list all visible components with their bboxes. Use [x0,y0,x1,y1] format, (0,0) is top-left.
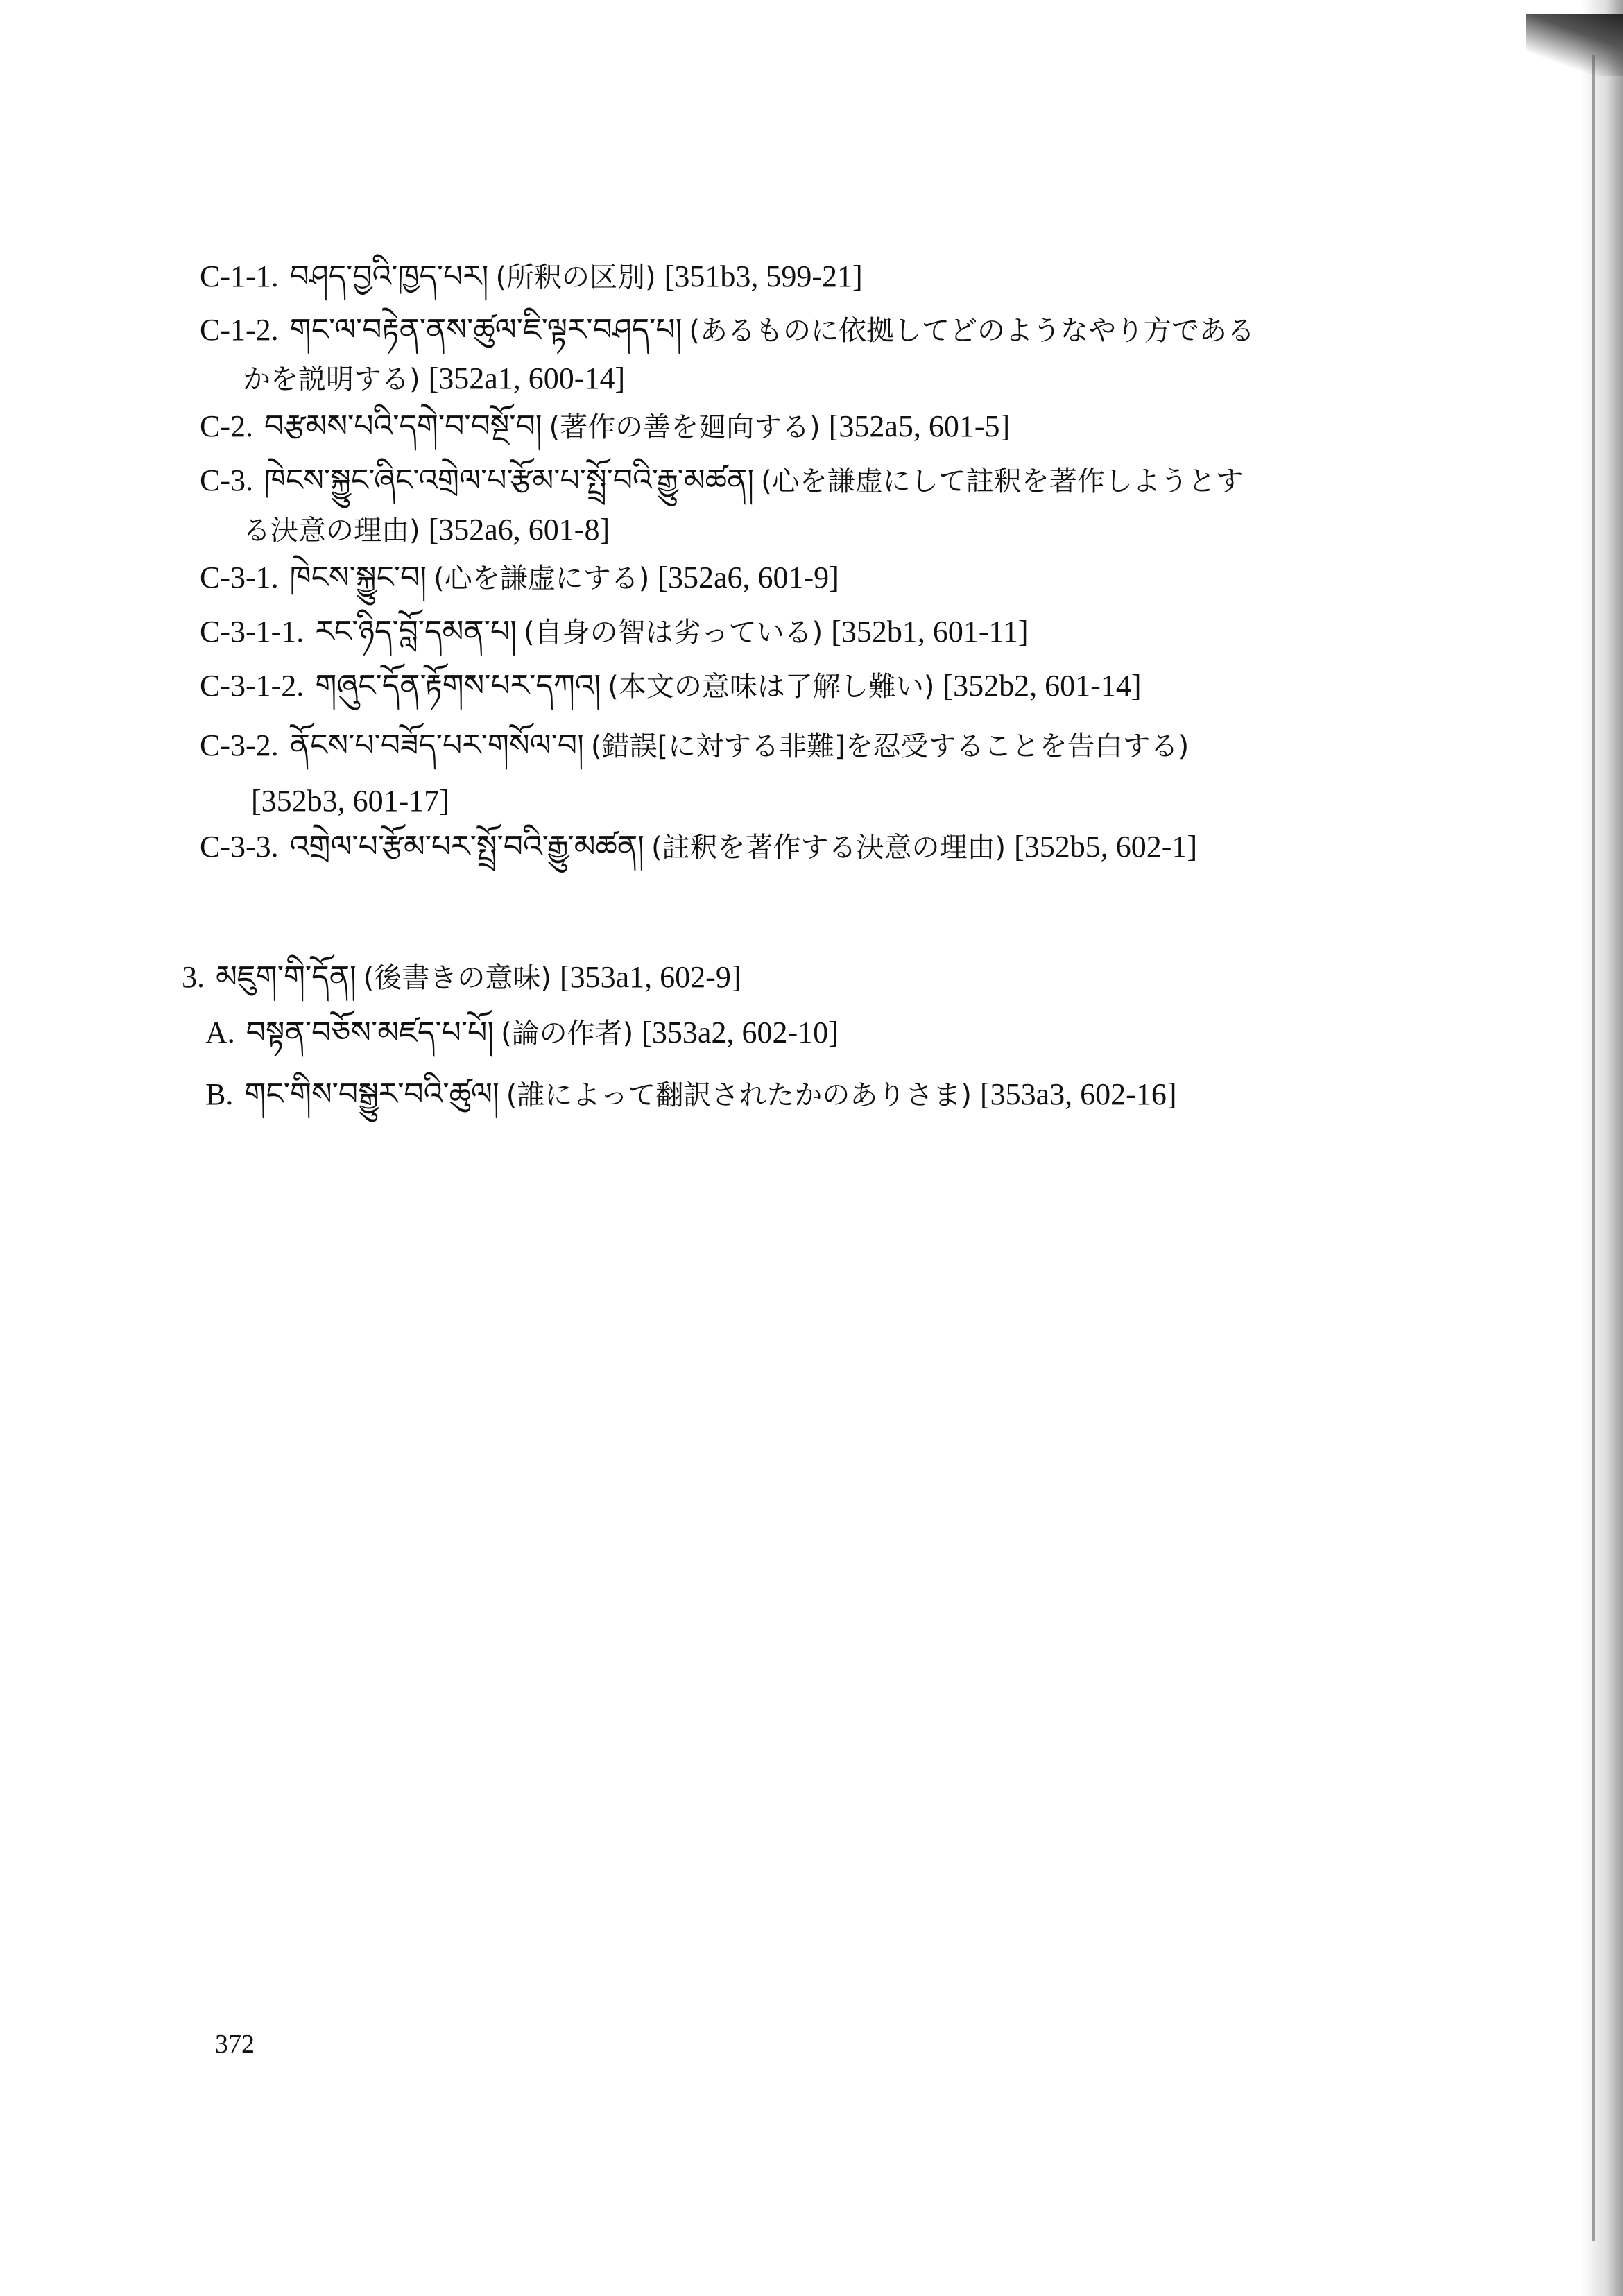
outline-entry [205,1073,1176,1117]
tibetan-heading: བཤད་བྱའི་ཁྱད་པར། [289,259,489,294]
outline-entry [200,405,1010,449]
outline-entry [200,610,1029,654]
japanese-gloss: (心を謙虚にする) [433,563,650,594]
tibetan-heading: ཁེངས་སྐྱུང་ཞིང་འགྲེལ་པ་རྩོམ་པ་སྤྲོ་བའི་རྒྱུ་མཚན། [264,463,755,498]
japanese-gloss: (錯誤[に対する非難]を忍受することを告白する) [590,730,1190,762]
tibetan-heading: གཞུང་དོན་རྟོགས་པར་དཀའ། [315,668,601,703]
entry-number: A. [205,1016,235,1050]
reference: [351b3, 599-21] [664,259,863,293]
reference: [352a6, 601-8] [428,513,610,547]
outline-entry [200,825,1197,869]
tibetan-heading: མཇུག་གི་དོན། [216,959,357,995]
entry-number: C-3-3. [200,830,279,864]
tibetan-heading: ནོངས་པ་བཟོད་པར་གསོལ་བ། [289,728,584,763]
scan-edge-shadow [1581,0,1623,2296]
reference: [353a3, 602-16] [979,1077,1177,1111]
entry-number: C-1-1. [200,259,279,293]
outline-entry [200,309,1255,352]
japanese-gloss-cont: る決意の理由) [243,515,420,547]
tibetan-heading: འགྲེལ་པ་རྩོམ་པར་སྤྲོ་བའི་རྒྱུ་མཚན། [289,829,644,864]
outline-entry [200,556,839,600]
japanese-gloss: (心を謙虚にして註釈を著作しようとす [761,465,1244,497]
reference: [352a5, 601-5] [828,409,1011,443]
section-number: 3. [182,960,205,994]
reference: [353a1, 602-9] [559,960,741,994]
outline-entry [205,1011,839,1055]
scan-corner-shadow [1526,14,1623,76]
outline-entry [200,665,1141,708]
entry-continuation [243,357,625,401]
japanese-gloss: (註釈を著作する決意の理由) [651,832,1006,864]
tibetan-heading: གང་ལ་བརྟེན་ནས་ཚུལ་ཇི་ལྟར་བཤད་པ། [289,312,682,348]
entry-number: C-3-1-2. [200,669,304,703]
entry-number: C-3-1. [200,560,279,594]
page-number: 372 [215,2030,255,2059]
tibetan-heading: ཁེངས་སྐྱུང་བ། [289,560,427,595]
reference: [352a1, 600-14] [428,361,626,395]
reference: [352b3, 601-17] [251,784,449,818]
entry-number: C-3-2. [200,728,279,762]
japanese-gloss: (所釈の区別) [495,262,656,293]
entry-number: C-3-1-1. [200,615,304,649]
reference: [352b1, 601-11] [831,615,1029,649]
reference: [352a6, 601-9] [658,560,839,594]
entry-number: B. [205,1077,234,1111]
japanese-gloss: (あるものに依拠してどのようなやり方である [689,315,1255,347]
reference: [353a2, 602-10] [642,1016,839,1050]
tibetan-heading: རང་ཉིད་བློ་དམན་པ། [315,614,517,649]
entry-number: C-2. [200,409,253,443]
outline-entry [200,724,1189,768]
tibetan-heading: བརྩམས་པའི་དགེ་བ་བསྔོ་བ། [264,409,542,444]
japanese-gloss: (誰によって翻訳されたかのありさま) [506,1079,972,1111]
japanese-gloss: (論の作者) [501,1018,634,1050]
outline-entry [200,459,1244,503]
japanese-gloss-cont: かを説明する) [243,363,420,395]
entry-continuation [243,508,610,552]
tibetan-heading: བསྟན་བཅོས་མཛད་པ་པོ། [246,1015,495,1050]
entry-continuation [251,780,449,823]
japanese-gloss: (後書きの意味) [363,962,551,994]
outline-entry [200,255,863,299]
section-heading [182,956,741,1000]
japanese-gloss: (本文の意味は了解し難い) [608,671,935,703]
reference: [352b2, 601-14] [943,669,1142,703]
entry-number: C-1-2. [200,313,279,347]
reference: [352b5, 602-1] [1014,830,1198,864]
entry-number: C-3. [200,463,253,497]
japanese-gloss: (著作の善を廻向する) [549,411,821,443]
tibetan-heading: གང་གིས་བསྒྱུར་བའི་ཚུལ། [244,1077,499,1112]
japanese-gloss: (自身の智は劣っている) [523,617,823,649]
